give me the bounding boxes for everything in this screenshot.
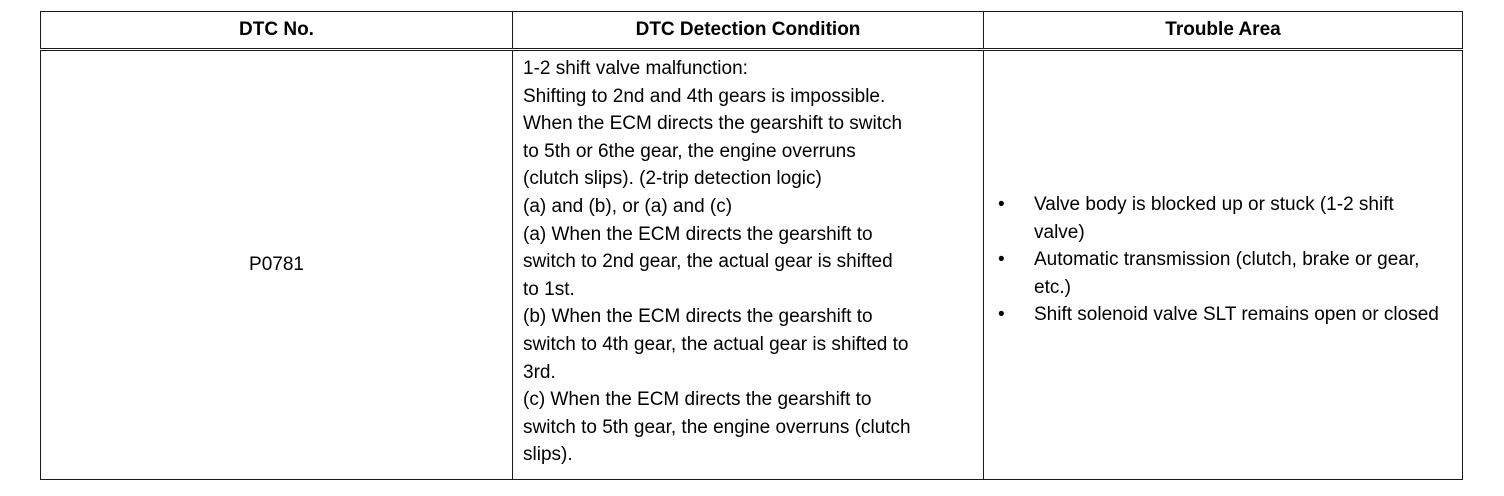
list-item bbox=[998, 301, 1448, 329]
condition-line: Shifting to 2nd and 4th gears is impossible. bbox=[523, 85, 886, 107]
list-item bbox=[998, 246, 1448, 301]
condition-line: 1-2 shift valve malfunction: bbox=[523, 58, 748, 79]
condition-line: switch to 5th gear, the engine overruns (clutch bbox=[523, 416, 911, 438]
condition-line: When the ECM directs the gearshift to switch bbox=[523, 113, 903, 135]
dtc-number-cell: P0781 bbox=[41, 50, 513, 480]
trouble-area-text: Shift solenoid valve SLT remains open or closed bbox=[1034, 304, 1439, 326]
detection-condition-cell bbox=[513, 50, 984, 480]
bullet-icon: • bbox=[998, 304, 1005, 326]
header-row bbox=[41, 12, 1463, 50]
condition-line: (a) When the ECM directs the gearshift to bbox=[523, 223, 873, 245]
condition-line: switch to 4th gear, the actual gear is shifted to bbox=[523, 333, 909, 355]
condition-line: (clutch slips). (2-trip detection logic) bbox=[523, 168, 822, 190]
bullet-icon: • bbox=[998, 194, 1005, 216]
trouble-area-text: Valve body is blocked up or stuck (1-2 shift valve) bbox=[1034, 194, 1394, 243]
condition-line: to 1st. bbox=[523, 278, 575, 300]
bullet-icon: • bbox=[998, 249, 1005, 271]
condition-line: to 5th or 6the gear, the engine overruns bbox=[523, 140, 856, 162]
table-header bbox=[41, 12, 1463, 50]
trouble-area-text: Automatic transmission (clutch, brake or gear, etc.) bbox=[1034, 249, 1420, 298]
condition-line: switch to 2nd gear, the actual gear is shifted bbox=[523, 251, 893, 273]
condition-line: slips). bbox=[523, 444, 573, 466]
condition-line: (b) When the ECM directs the gearshift to bbox=[523, 306, 873, 328]
header-trouble-area: Trouble Area bbox=[984, 12, 1463, 50]
table-row bbox=[41, 50, 1463, 480]
list-item bbox=[998, 191, 1448, 246]
dtc-table bbox=[40, 11, 1463, 480]
condition-line: 3rd. bbox=[523, 361, 556, 383]
condition-line: (c) When the ECM directs the gearshift to bbox=[523, 389, 872, 411]
trouble-area-list bbox=[998, 191, 1448, 329]
table-body bbox=[41, 50, 1463, 480]
trouble-area-cell bbox=[984, 50, 1463, 480]
header-dtc-no: DTC No. bbox=[41, 12, 513, 50]
header-detection-condition: DTC Detection Condition bbox=[513, 12, 984, 50]
condition-line: (a) and (b), or (a) and (c) bbox=[523, 195, 733, 217]
